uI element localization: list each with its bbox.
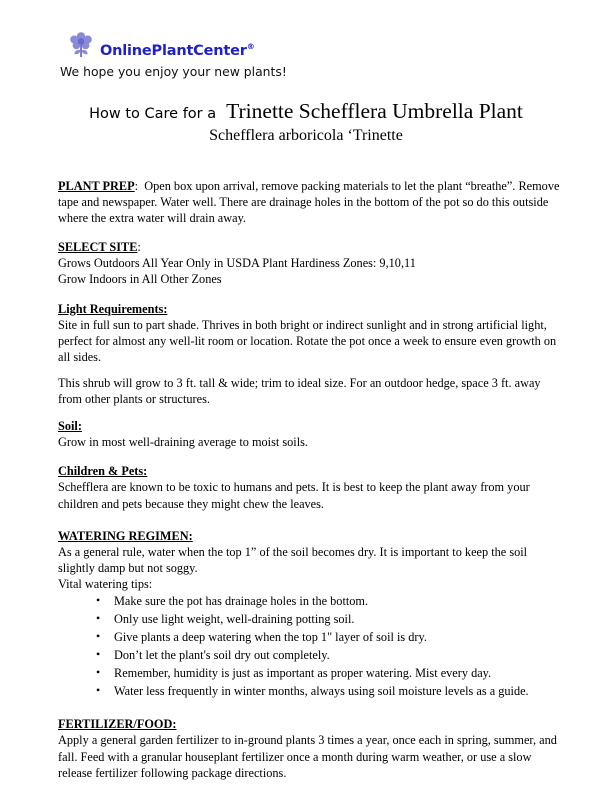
plant-prep-paragraph <box>58 178 560 226</box>
light-requirements-paragraph-1: Site in full sun to part shade. Thrives in both bright or indirect sunlight and in strong artificial light, perfect for almost any well-lit room or location. Rotate the pot once a week to ensure even growth on all sides. <box>58 317 557 364</box>
watering-tips-list <box>58 592 560 700</box>
plant-prep-heading: PLANT PREP <box>58 179 135 193</box>
fertilizer-food-body: Apply a general garden fertilizer to in-ground plants 3 times a year, once each in spring, summer, and fall. Feed with a granular houseplant fertilizer once a month during warm weather, or use a slow release fertilizer following package directions. <box>58 733 557 780</box>
page-title-prefix: How to Care for a <box>89 106 217 122</box>
select-site-heading-suffix: : <box>137 240 141 255</box>
list-item: • Remember, humidity is just as important as proper watering. Mist every day. <box>114 664 560 682</box>
section-light-requirements <box>58 301 560 408</box>
fertilizer-food-heading: FERTILIZER/FOOD: <box>58 717 177 732</box>
select-site-line-2: Grow Indoors in All Other Zones <box>58 272 222 287</box>
children-pets-heading: Children & Pets: <box>58 464 148 479</box>
brand-header <box>58 26 558 79</box>
section-children-pets <box>58 463 560 511</box>
watering-regimen-intro: As a general rule, water when the top 1” of the soil becomes dry. It is important to keep the soil slightly damp but not soggy. <box>58 544 528 575</box>
section-plant-prep <box>58 178 560 226</box>
light-requirements-paragraph-2: This shrub will grow to 3 ft. tall & wide; trim to ideal size. For an outdoor hedge, space 3 ft. away from other plants or structures. <box>58 375 541 407</box>
list-item: • Water less frequently in winter months, always using soil moisture levels as a guide. <box>114 682 560 700</box>
brand-name-text: OnlinePlantCenter <box>100 42 247 59</box>
section-fertilizer-food <box>58 716 560 780</box>
select-site-line-1: Grows Outdoors All Year Only in USDA Plant Hardiness Zones: 9,10,11 <box>58 256 416 271</box>
brand-tagline: We hope you enjoy your new plants! <box>60 64 287 79</box>
section-soil <box>58 418 560 450</box>
list-item: • Only use light weight, well-draining potting soil. <box>114 610 560 628</box>
flower-icon <box>68 30 94 60</box>
list-item: • Make sure the pot has drainage holes in the bottom. <box>114 592 560 610</box>
document-body <box>58 178 560 792</box>
soil-body: Grow in most well-draining average to moist soils. <box>58 435 308 450</box>
select-site-heading: SELECT SITE <box>58 240 138 255</box>
plant-prep-heading-suffix: : <box>134 179 139 193</box>
list-item: • Don’t let the plant's soil dry out completely. <box>114 646 560 664</box>
children-pets-body: Schefflera are known to be toxic to humans and pets. It is best to keep the plant away from your children and pets because they might chew the leaves. <box>58 480 530 511</box>
list-item: • Give plants a deep watering when the top 1" layer of soil is dry. <box>114 628 560 646</box>
watering-tips-label: Vital watering tips: <box>58 576 153 591</box>
page-subtitle: Schefflera arboricola ‘Trinette <box>209 127 403 144</box>
plant-prep-body: Open box upon arrival, remove packing materials to let the plant “breathe”. Remove tape and newspaper. Water well. There are drainage holes in the bottom of the pot so do this outside where the extra water will drain away. <box>58 179 560 226</box>
page-title <box>0 99 612 124</box>
light-requirements-heading: Light Requirements: <box>58 301 168 316</box>
page-title-main: Trinette Schefflera Umbrella Plant <box>226 99 523 123</box>
soil-heading: Soil: <box>58 419 82 434</box>
brand-name <box>100 43 255 60</box>
section-select-site <box>58 239 560 287</box>
select-site-heading-line <box>58 239 560 255</box>
watering-regimen-heading: WATERING REGIMEN: <box>58 528 193 543</box>
section-watering-regimen <box>58 528 560 701</box>
registered-trademark-icon: ® <box>246 41 255 51</box>
brand-row <box>58 26 558 60</box>
spacer <box>58 365 560 375</box>
